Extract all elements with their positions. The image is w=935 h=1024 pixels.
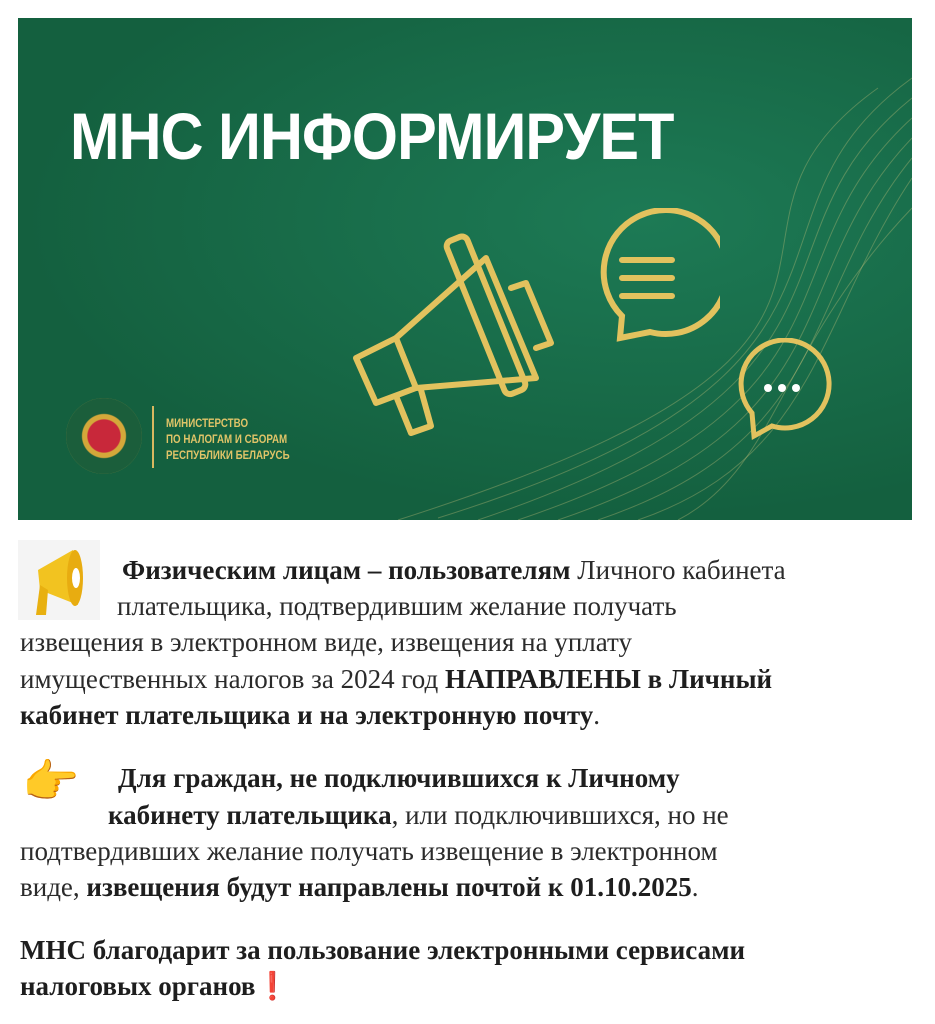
text: . — [691, 872, 699, 902]
org-line: РЕСПУБЛИКИ БЕЛАРУСЬ — [166, 450, 290, 462]
pointing-hand-icon: 👉 — [22, 756, 80, 807]
paragraph-1-line — [20, 697, 600, 733]
banner-title: МНС ИНФОРМИРУЕТ — [70, 99, 674, 173]
loudspeaker-emoji-icon — [18, 540, 100, 620]
bold-text: МНС благодарит за пользование электронными сервисами — [20, 935, 746, 965]
paragraph-2-line — [118, 760, 680, 796]
paragraph-1-line — [20, 661, 772, 697]
paragraph-1-line: плательщика, подтвердившим желание получать — [117, 591, 677, 621]
paragraph-2-line — [20, 869, 698, 905]
paragraph-3-line — [20, 932, 745, 968]
paragraph-2-line: подтвердивших желание получать извещение в электронном — [20, 836, 718, 866]
bold-text: НАПРАВЛЕНЫ в Личный — [444, 664, 773, 694]
org-line: МИНИСТЕРСТВО — [166, 418, 249, 430]
paragraph-3-line — [20, 968, 289, 1004]
ministry-name — [166, 416, 311, 464]
megaphone-icon — [336, 218, 556, 448]
bold-text: Физическим лицам – пользователям — [122, 555, 571, 585]
org-line: ПО НАЛОГАМ И СБОРАМ — [166, 434, 288, 446]
text: , или подключившихся, но не — [391, 800, 729, 830]
text: . — [593, 700, 601, 730]
text: Личного кабинета — [570, 555, 786, 585]
banner — [18, 18, 912, 520]
paragraph-1-line: извещения в электронном виде, извещения на уплату — [20, 627, 632, 657]
exclamation-icon: ❗ — [255, 971, 290, 1001]
paragraph-2-line — [108, 797, 729, 833]
ministry-emblem — [66, 398, 142, 474]
chat-bubble-lines-icon — [580, 208, 720, 358]
bold-text: кабинет плательщика и на электронную почту — [20, 700, 594, 730]
text: виде, — [20, 872, 87, 902]
text: имущественных налогов за 2024 год — [20, 664, 445, 694]
bold-text: извещения будут направлены почтой к 01.10.2025 — [86, 872, 692, 902]
bold-text: Для граждан, не подключившихся к Личному — [118, 763, 680, 793]
paragraph-1-line — [122, 552, 786, 588]
bold-text: налоговых органов — [20, 971, 256, 1001]
bold-text: кабинету плательщика — [108, 800, 392, 830]
divider — [152, 406, 154, 468]
chat-bubble-dots-icon — [732, 338, 832, 448]
